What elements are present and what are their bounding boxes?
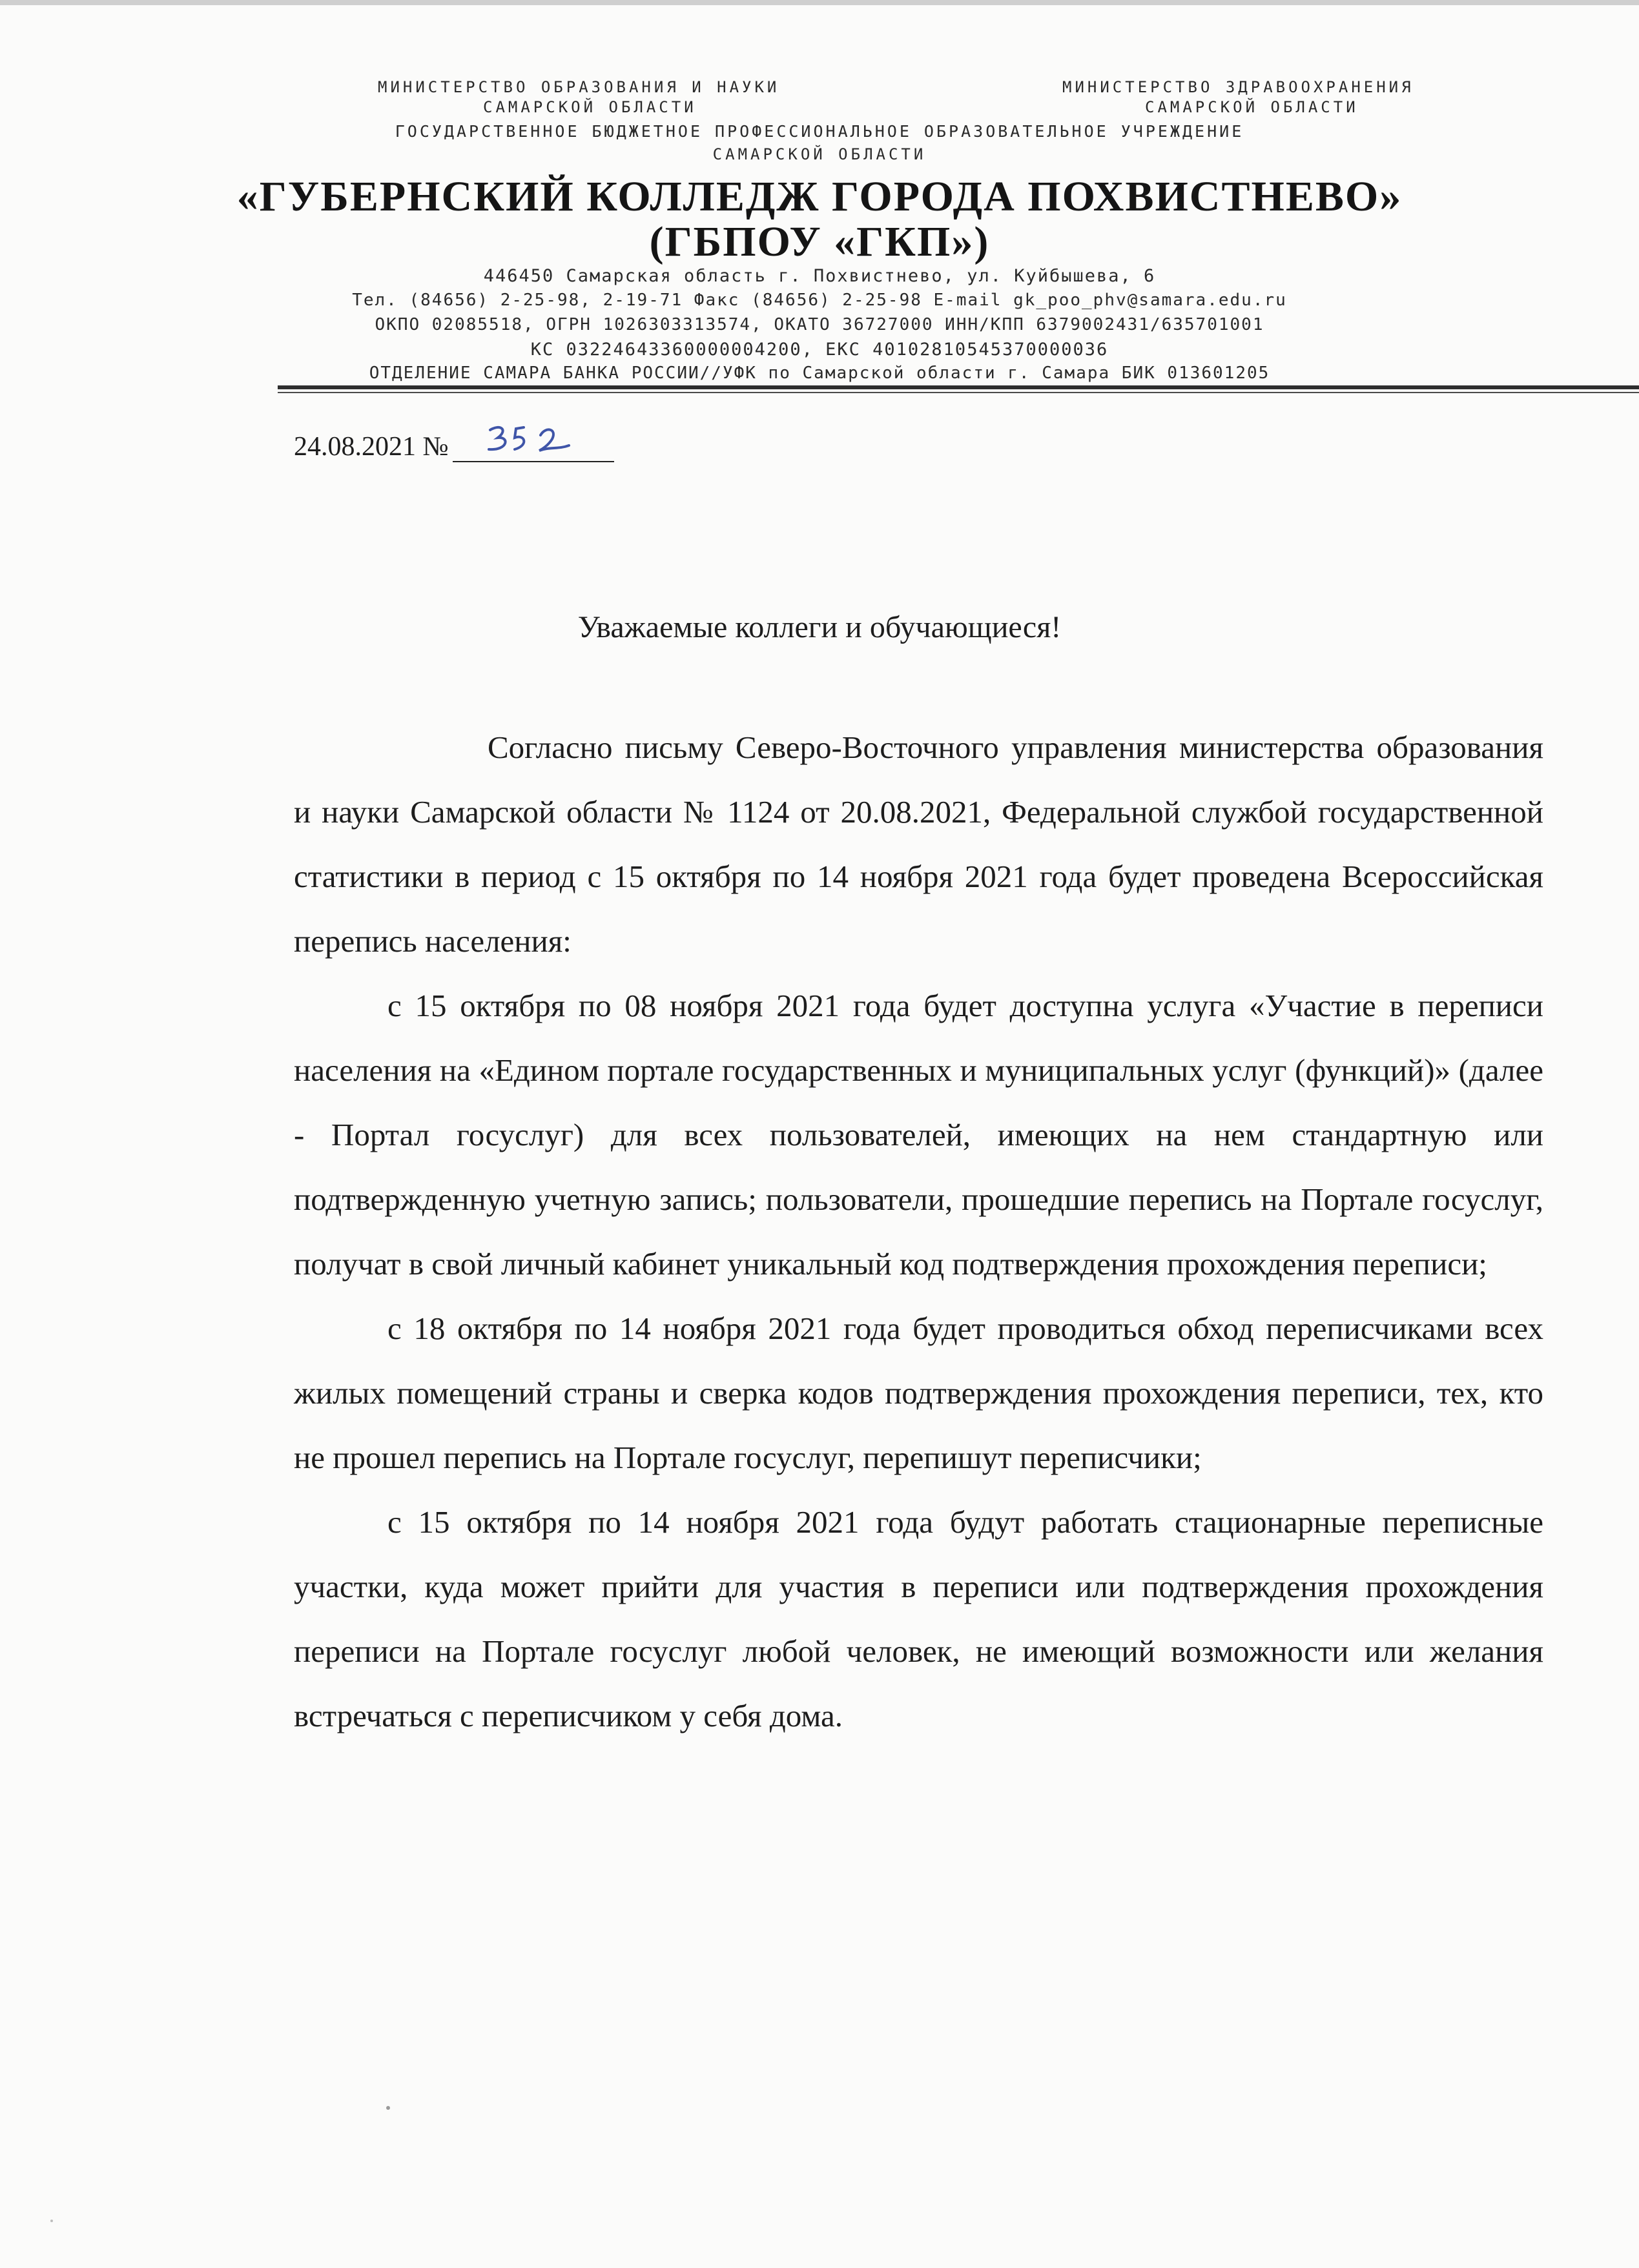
handwritten-number <box>479 421 582 460</box>
paragraph-intro: Согласно письму Северо-Восточного управления министерства образования и науки Самарской области № 1124 от 20.08.2021, Федеральной службой государственной статистики в период с 15 октября по 14 ноября 2021 года будет проведена Всероссийская перепись населения: <box>294 730 1543 959</box>
college-name: «ГУБЕРНСКИЙ КОЛЛЕДЖ ГОРОДА ПОХВИСТНЕВО» <box>236 173 1403 220</box>
codes-line: ОКПО 02085518, ОГРН 1026303313574, ОКАТО 36727000 ИНН/КПП 6379002431/635701001 <box>375 315 1264 334</box>
paragraph-census-stations: с 15 октября по 14 ноября 2021 года будут работать стационарные переписные участки, куда может прийти для участия в переписи или подтверждения прохождения переписи на Портале госуслуг любой человек, не имеющий возможности или желания встречаться с переписчиком у себя дома. <box>294 1504 1543 1733</box>
address: 446450 Самарская область г. Похвистнево, ул. Куйбышева, 6 <box>483 266 1156 286</box>
header-rule-thin <box>278 392 1639 393</box>
ministry-health-line2: САМАРСКОЙ ОБЛАСТИ <box>1145 98 1359 116</box>
ministry-education-line2: САМАРСКОЙ ОБЛАСТИ <box>483 98 697 116</box>
scan-edge <box>0 0 1639 5</box>
letter-body <box>294 715 1543 1748</box>
bank-line: ОТДЕЛЕНИЕ САМАРА БАНКА РОССИИ//УФК по Самарской области г. Самара БИК 013601205 <box>369 363 1270 383</box>
paragraph-portal-service: с 15 октября по 08 ноября 2021 года будет доступна услуга «Участие в переписи населения на «Едином портале государственных и муниципальных услуг (функций)» (далее - Портал госуслуг) для всех пользователей, имеющих на нем стандартную или подтвержденную учетную запись; пользователи, прошедшие перепись на Портале госуслуг, получат в свой личный кабинет уникальный код подтверждения прохождения переписи; <box>294 988 1543 1282</box>
ministry-health-line1: МИНИСТЕРСТВО ЗДРАВООХРАНЕНИЯ <box>1062 78 1414 96</box>
ministry-education-line1: МИНИСТЕРСТВО ОБРАЗОВАНИЯ И НАУКИ <box>378 78 780 96</box>
paragraph-door-to-door: с 18 октября по 14 ноября 2021 года будет проводиться обход переписчиками всех жилых помещений страны и сверка кодов подтверждения прохождения переписи, тех, кто не прошел перепись на Портале госуслуг, перепишут переписчики; <box>294 1311 1543 1475</box>
header-rule <box>278 385 1639 389</box>
institution-line2: САМАРСКОЙ ОБЛАСТИ <box>712 145 927 163</box>
accounts-line: КС 03224643360000004200, ЕКС 40102810545370000036 <box>530 340 1109 360</box>
institution-line1: ГОСУДАРСТВЕННОЕ БЮДЖЕТНОЕ ПРОФЕССИОНАЛЬНОЕ ОБРАЗОВАТЕЛЬНОЕ УЧРЕЖДЕНИЕ <box>395 122 1244 141</box>
letter-date-number <box>294 431 614 462</box>
letter-date: 24.08.2021 № <box>294 432 449 462</box>
scan-speck <box>386 2106 390 2110</box>
phone-line: Тел. (84656) 2-25-98, 2-19-71 Факс (84656) 2-25-98 E-mail gk_poo_phv@samara.edu.ru <box>352 291 1287 310</box>
greeting: Уважаемые коллеги и обучающиеся! <box>577 610 1062 644</box>
college-abbr: (ГБПОУ «ГКП») <box>649 218 990 265</box>
letter-number-field <box>453 433 614 462</box>
scan-speck <box>50 2220 53 2222</box>
